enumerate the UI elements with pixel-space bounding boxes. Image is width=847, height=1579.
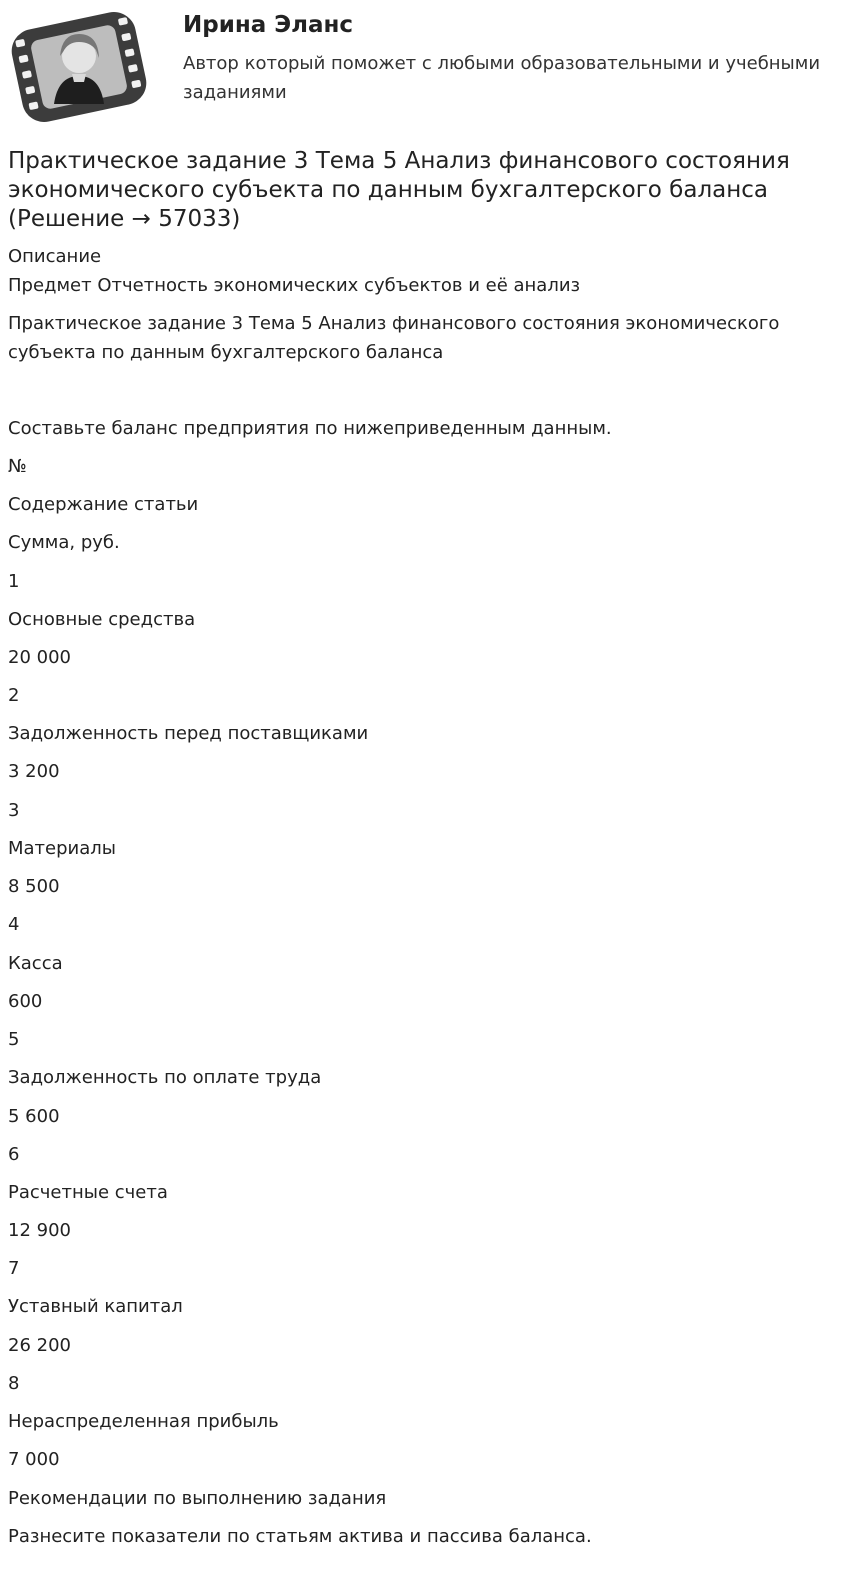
table-row-item: Касса [8, 953, 63, 974]
description-label: Описание [8, 246, 102, 267]
table-row-item: Задолженность по оплате труда [8, 1067, 322, 1088]
table-row-item: Задолженность перед поставщиками [8, 723, 369, 744]
task-instruction: Составьте баланс предприятия по нижеприведенным данным. [8, 418, 612, 439]
table-row-number: 2 [8, 685, 20, 706]
table-row-amount: 7 000 [8, 1449, 60, 1470]
subject-line: Предмет Отчетность экономических субъектов и её анализ [8, 275, 581, 296]
table-row-number: 3 [8, 800, 20, 821]
table-row-number: 8 [8, 1373, 20, 1394]
table-row-item: Уставный капитал [8, 1296, 183, 1317]
table-row-number: 5 [8, 1029, 20, 1050]
table-row-item: Основные средства [8, 609, 196, 630]
table-row-amount: 8 500 [8, 876, 60, 897]
author-description: Автор который поможет с любыми образовательными и учебными заданиями [183, 53, 821, 103]
recommendations-text: Разнесите показатели по статьям актива и пассива баланса. [8, 1526, 592, 1547]
table-row-item: Расчетные счета [8, 1182, 168, 1203]
author-block [0, 0, 847, 140]
table-row-item: Нераспределенная прибыль [8, 1411, 279, 1432]
author-name[interactable]: Ирина Эланс [183, 12, 354, 38]
table-header-item: Содержание статьи [8, 494, 199, 515]
page-title: Практическое задание 3 Тема 5 Анализ финансового состояния экономического субъекта по данным бухгалтерского баланса (Решение → 57033) [8, 148, 790, 232]
table-row-amount: 26 200 [8, 1335, 71, 1356]
author-avatar [6, 6, 152, 128]
table-row-number: 4 [8, 914, 20, 935]
recommendations-label: Рекомендации по выполнению задания [8, 1488, 387, 1509]
table-row-amount: 600 [8, 991, 43, 1012]
task-name: Практическое задание 3 Тема 5 Анализ финансового состояния экономического субъекта по данным бухгалтерского баланса [8, 313, 780, 363]
table-row-number: 1 [8, 571, 20, 592]
table-row-amount: 20 000 [8, 647, 71, 668]
table-row-amount: 12 900 [8, 1220, 71, 1241]
table-header-number: № [8, 456, 27, 477]
table-row-amount: 3 200 [8, 761, 60, 782]
table-row-item: Материалы [8, 838, 116, 859]
table-row-number: 7 [8, 1258, 20, 1279]
table-header-amount: Сумма, руб. [8, 532, 120, 553]
table-row-number: 6 [8, 1144, 20, 1165]
table-row-amount: 5 600 [8, 1106, 60, 1127]
